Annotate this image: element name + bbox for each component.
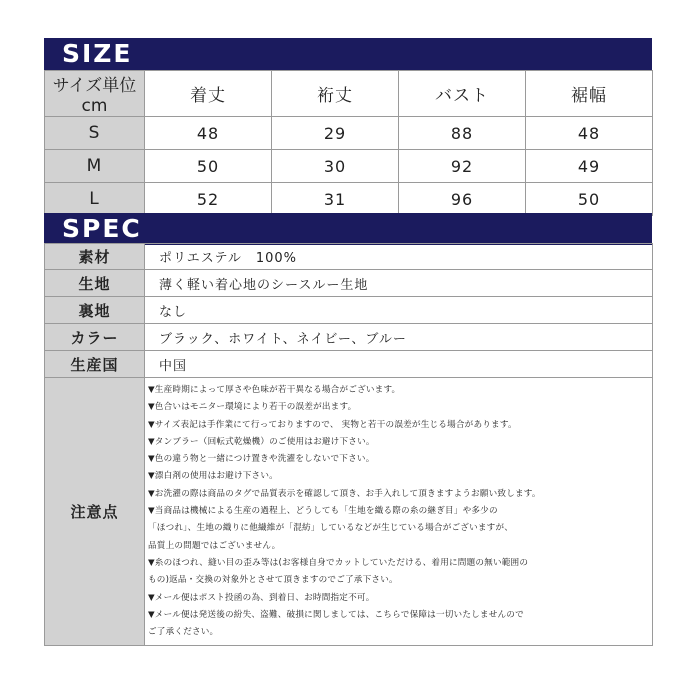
note-line: ▼メール便は発送後の紛失、盗難、破損に関しましては、こちらで保障は一切いたしませんので [148,609,524,620]
size-value: 52 [145,183,272,216]
note-line: ▼色合いはモニター環境により若干の誤差が出ます。 [148,402,357,413]
size-value: 29 [272,117,399,150]
size-header-row [45,71,653,117]
column-header: バスト [399,71,526,117]
column-header: 裾幅 [526,71,653,117]
note-line: ▼メール便はポスト投函の為、到着日、お時間指定不可。 [148,592,375,603]
spec-value: ブラック、ホワイト、ネイビー、ブルー [145,324,653,351]
size-table [44,70,653,216]
size-value: 92 [399,150,526,183]
note-line: ▼糸のほつれ、縫い目の歪み等は(お客様自身でカットしていただける、着用に問題の無い範囲の [148,557,529,568]
size-value: 50 [526,183,653,216]
size-section-header [44,38,652,70]
spec-section-header [44,213,652,245]
note-line: ▼漂白剤の使用はお避け下さい。 [148,471,278,482]
spec-label: 生地 [45,270,145,297]
note-line: ▼お洗濯の際は商品のタグで品質表示を確認して頂き、お手入れして頂きますようお願い致します。 [148,488,541,499]
size-label: M [45,150,145,183]
size-title: SIZE [62,39,133,68]
spec-label: カラー [45,324,145,351]
note-line: ▼色の違う物と一緒につけ置きや洗濯をしないで下さい。 [148,454,375,465]
spec-row-lining [45,297,653,324]
size-value: 30 [272,150,399,183]
spec-label: 素材 [45,244,145,270]
note-line: 「ほつれ」、生地の織りに他繊維が「混紡」しているなどが生じている場合がございますが、 [148,523,514,534]
note-line: ご了承ください。 [148,627,219,638]
spec-row-color [45,324,653,351]
size-value: 31 [272,183,399,216]
spec-row-notes [45,378,653,646]
spec-label: 裏地 [45,297,145,324]
size-value: 48 [145,117,272,150]
spec-title: SPEC [62,214,142,243]
spec-table [44,243,653,646]
note-line: ▼生産時期によって厚さや色味が若干異なる場合がございます。 [148,385,401,395]
note-line: ▼タンブラー（回転式乾燥機）のご使用はお避け下さい。 [148,436,375,447]
size-row-s [45,117,653,150]
spec-row-material [45,244,653,270]
column-header: 裄丈 [272,71,399,117]
note-line: ▼サイズ表記は手作業にて行っておりますので、 実物と若干の誤差が生じる場合があります。 [148,419,517,430]
note-line: ▼当商品は機械による生産の過程上、どうしても「生地を織る際の糸の継ぎ目」や多少の [148,506,498,517]
notes-label: 注意点 [45,378,145,646]
note-line: 品質上の問題ではございません。 [148,540,281,551]
column-header: 着丈 [145,71,272,117]
spec-row-fabric [45,270,653,297]
size-label: S [45,117,145,150]
size-value: 48 [526,117,653,150]
size-unit-label: サイズ単位cm [45,71,145,117]
notes-list [145,378,653,646]
size-row-m [45,150,653,183]
size-value: 49 [526,150,653,183]
spec-label: 生産国 [45,351,145,378]
spec-value: なし [145,297,653,324]
note-line: もの)返品・交換の対象外とさせて頂きますのでご了承下さい。 [148,575,398,586]
size-value: 88 [399,117,526,150]
size-value: 50 [145,150,272,183]
size-row-l [45,183,653,216]
size-label: L [45,183,145,216]
spec-value: 薄く軽い着心地のシースルー生地 [145,270,653,297]
spec-value: 中国 [145,351,653,378]
size-value: 96 [399,183,526,216]
spec-value: ポリエステル 100% [145,244,653,270]
spec-row-origin [45,351,653,378]
